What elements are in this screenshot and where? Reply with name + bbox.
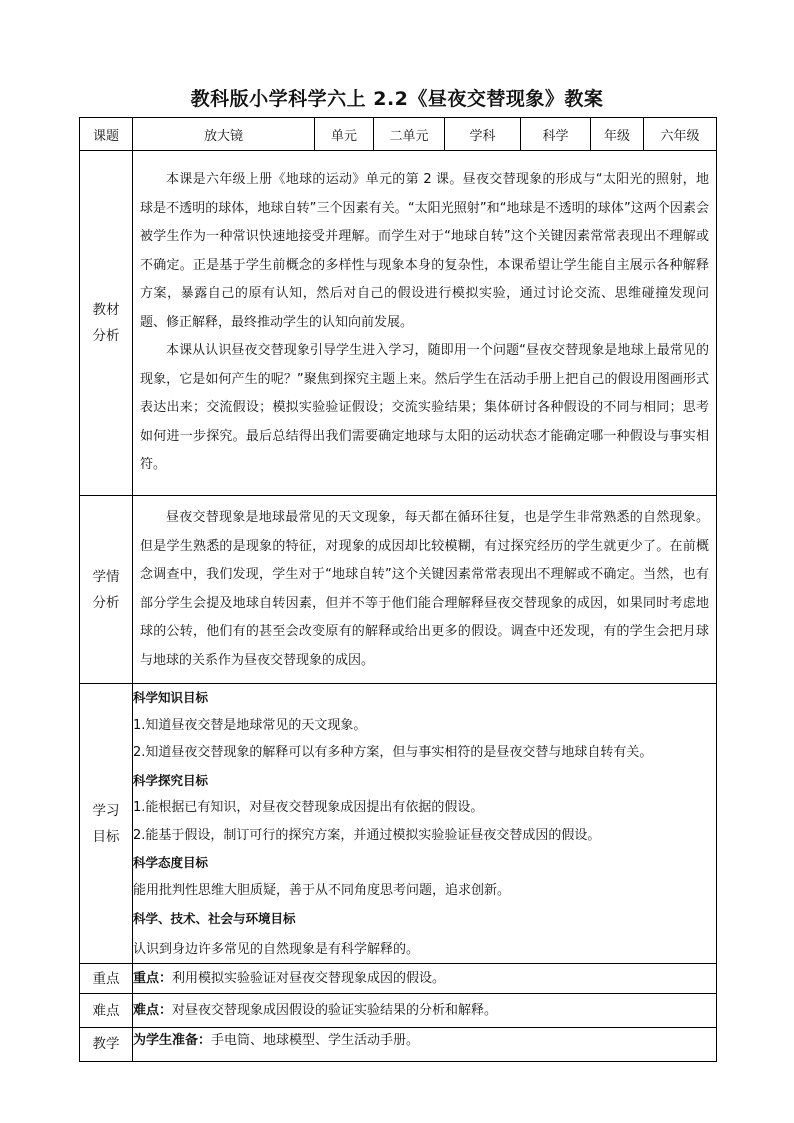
goal-item: 2.能基于假设，制订可行的探究方案，并通过模拟实验验证昼夜交替成因的假设。 <box>133 827 601 843</box>
textbook-analysis-label: 教材 分析 <box>80 151 133 496</box>
unit-value: 二单元 <box>374 118 445 151</box>
learning-goals-label: 学习 目标 <box>80 684 133 964</box>
prep-prefix: 为学生准备： <box>133 1033 212 1048</box>
sts-goal-heading: 科学、技术、社会与环境目标 <box>133 911 296 926</box>
textbook-analysis-content <box>133 151 717 496</box>
learning-goals-content <box>133 684 717 964</box>
difficulty-row <box>80 994 717 1028</box>
unit-label: 单元 <box>315 118 374 151</box>
course-value: 放大镜 <box>133 118 315 151</box>
knowledge-goal-heading: 科学知识目标 <box>133 690 209 705</box>
focus-row <box>80 964 717 994</box>
grade-value: 六年级 <box>644 118 717 151</box>
course-label: 课题 <box>80 118 133 151</box>
learner-analysis-row <box>80 496 717 684</box>
difficulty-text: 对昼夜交替现象成因假设的验证实验结果的分析和解释。 <box>172 1002 498 1018</box>
goal-item: 2.知道昼夜交替现象的解释可以有多种方案，但与事实相符的是昼夜交替与地球自转有关。 <box>133 745 653 760</box>
goal-item: 1.知道昼夜交替是地球常见的天文现象。 <box>133 717 367 733</box>
learner-analysis-label: 学情 分析 <box>80 496 133 684</box>
learning-goals-row <box>80 684 717 964</box>
teaching-prep-row <box>80 1028 717 1062</box>
subject-value: 科学 <box>521 118 591 151</box>
focus-text: 利用模拟实验验证对昼夜交替现象成因的假设。 <box>172 970 446 986</box>
textbook-paragraph: 本课从认识昼夜交替现象引导学生进入学习，随即用一个问题“昼夜交替现象是地球上最常见的现象，它是如何产生的呢？”聚焦到探究主题上来。然后学生在活动手册上把自己的假设用图画形式表达出来；交流假设；模拟实验验证假设；交流实验结果；集体研讨各种假设的不同与相同；思考如何进一步探究。最后总结得出我们需要确定地球与太阳的运动状态才能确定哪一种假设与事实相符。 <box>140 343 709 473</box>
header-row <box>80 118 717 151</box>
prep-text: 手电筒、地球模型、学生活动手册。 <box>211 1033 420 1048</box>
difficulty-content <box>133 994 717 1028</box>
learner-analysis-content <box>133 496 717 684</box>
inquiry-goal-heading: 科学探究目标 <box>133 772 209 788</box>
focus-content <box>133 964 717 994</box>
difficulty-prefix: 难点： <box>133 1002 173 1018</box>
textbook-analysis-row <box>80 151 717 496</box>
goal-item: 认识到身边许多常见的自然现象是有科学解释的。 <box>133 941 420 957</box>
learner-paragraph: 昼夜交替现象是地球最常见的天文现象，每天都在循环往复，也是学生非常熟悉的自然现象。但是学生熟悉的是现象的特征，对现象的成因却比较模糊，有过探究经历的学生就更少了。在前概念调查中，我们发现，学生对于“地球自转”这个关键因素常常表现出不理解或不确定。当然，也有部分学生会提及地球自转因素，但并不等于他们能合理解释昼夜交替现象的成因，如果同时考虑地球的公转，他们有的甚至会改变原有的解释或给出更多的假设。调查中还发现，有的学生会把月球与地球的关系作为昼夜交替现象的成因。 <box>140 510 709 668</box>
teaching-prep-content <box>133 1028 717 1062</box>
difficulty-label: 难点 <box>80 994 133 1028</box>
focus-prefix: 重点： <box>133 970 173 986</box>
goal-item: 能用批判性思维大胆质疑，善于从不同角度思考问题，追求创新。 <box>133 882 511 898</box>
document-title: 教科版小学科学六上 2.2《昼夜交替现象》教案 <box>190 88 604 110</box>
lesson-plan-table <box>79 117 717 1062</box>
teaching-prep-label: 教学 <box>80 1028 133 1062</box>
subject-label: 学科 <box>445 118 521 151</box>
focus-label: 重点 <box>80 964 133 994</box>
goal-item: 1.能根据已有知识，对昼夜交替现象成因提出有依据的假设。 <box>133 800 484 815</box>
attitude-goal-heading: 科学态度目标 <box>133 855 209 870</box>
grade-label: 年级 <box>591 118 644 151</box>
textbook-paragraph: 本课是六年级上册《地球的运动》单元的第 2 课。昼夜交替现象的形成与“太阳光的照射，地球是不透明的球体，地球自转”三个因素有关。“太阳光照射”和“地球是不透明的球体”这两个因素会被学生作为一种常识快速地接受并理解。而学生对于“地球自转”这个关键因素常常表现出不理解或不确定。正是基于学生前概念的多样性与现象本身的复杂性，本课希望让学生能自主展示各种解释方案，暴露自己的原有认知，然后对自己的假设进行模拟实验，通过讨论交流、思维碰撞发现问题、修正解释，最终推动学生的认知向前发展。 <box>140 172 709 330</box>
